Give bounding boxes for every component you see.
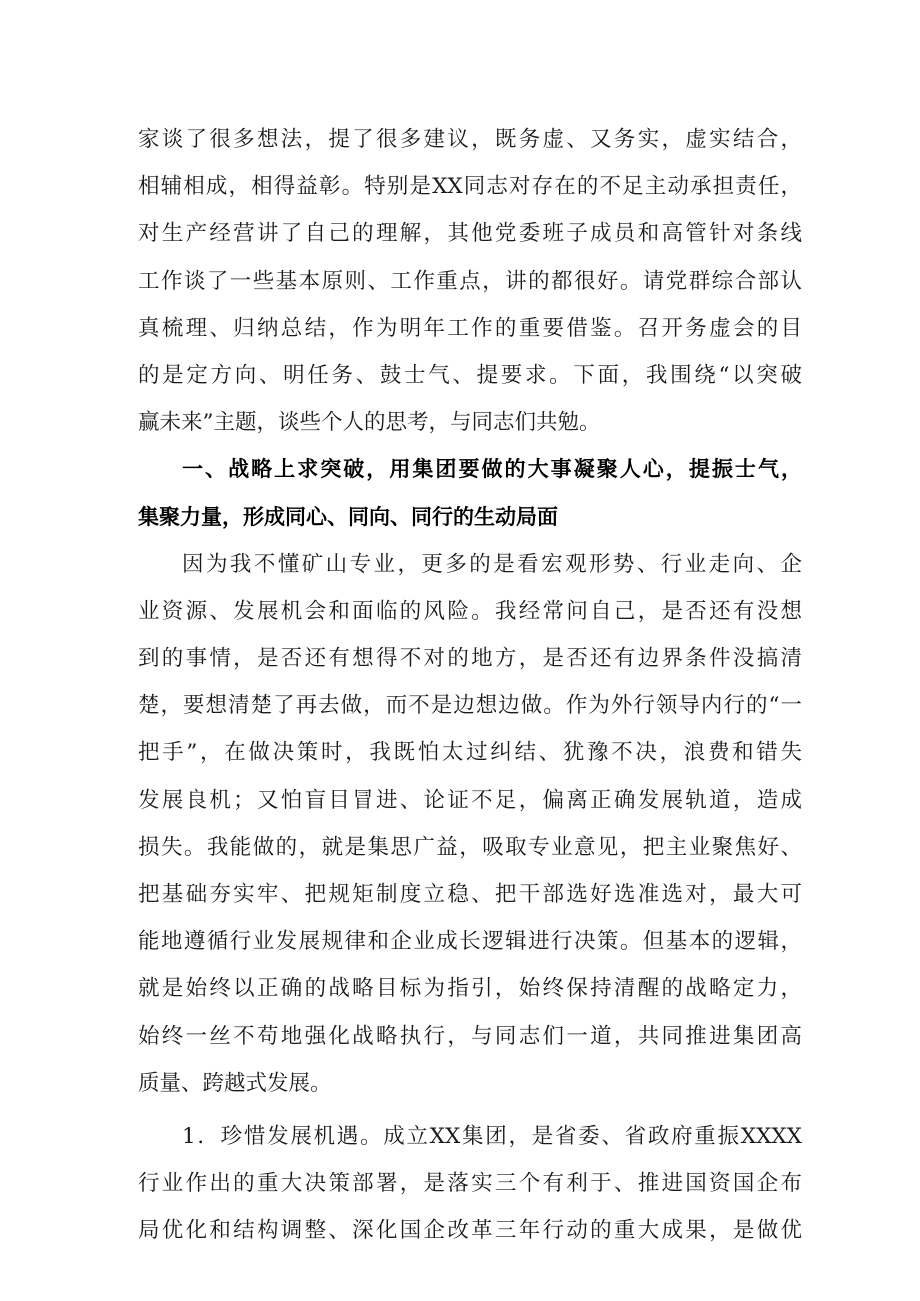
- text-line: 真梳理、归纳总结，作为明年工作的重要借鉴。召开务虚会的目: [138, 315, 802, 341]
- paragraph-intro: [138, 116, 802, 446]
- paragraph-strategy: [138, 541, 802, 1107]
- text-line: 1．珍惜发展机遇。成立XX集团，是省委、省政府重振XXXX: [182, 1123, 802, 1149]
- text-line: 就是始终以正确的战略目标为指引，始终保持清醒的战略定力，: [138, 976, 802, 1002]
- heading-line: 一、战略上求突破，用集团要做的大事凝聚人心，提振士气，: [182, 457, 802, 482]
- heading-line: 集聚力量，形成同心、同向、同行的生动局面: [138, 504, 558, 529]
- paragraph-point-1: [138, 1113, 802, 1255]
- text-line: 质量、跨越式发展。: [138, 1070, 332, 1096]
- text-line: 楚，要想清楚了再去做，而不是边想边做。作为外行领导内行的“一: [138, 693, 802, 719]
- text-line: 的是定方向、明任务、鼓士气、提要求。下面，我围绕“以突破: [138, 362, 802, 388]
- text-line: 到的事情，是否还有想得不对的地方，是否还有边界条件没搞清: [138, 646, 802, 672]
- text-line: 业资源、发展机会和面临的风险。我经常问自己，是否还有没想: [138, 598, 802, 624]
- text-line: 始终一丝不苟地强化战略执行，与同志们一道，共同推进集团高: [138, 1023, 802, 1049]
- text-line: 发展良机；又怕盲目冒进、论证不足，偏离正确发展轨道，造成: [138, 787, 802, 813]
- text-line: 行业作出的重大决策部署，是落实三个有利于、推进国资国企布: [138, 1171, 802, 1197]
- text-line: 相辅相成，相得益彰。特别是XX同志对存在的不足主动承担责任，: [138, 174, 802, 200]
- text-line: 工作谈了一些基本原则、工作重点，讲的都很好。请党群综合部认: [138, 268, 802, 294]
- section-heading-1: [138, 446, 802, 540]
- text-line: 损失。我能做的，就是集思广益，吸取专业意见，把主业聚焦好、: [138, 834, 802, 860]
- text-line: 局优化和结构调整、深化国企改革三年行动的重大成果，是做优: [138, 1218, 802, 1244]
- text-line: 对生产经营讲了自己的理解，其他党委班子成员和高管针对条线: [138, 221, 802, 247]
- text-line: 因为我不懂矿山专业，更多的是看宏观形势、行业走向、企: [182, 551, 802, 577]
- document-body: [138, 116, 802, 1255]
- text-line: 把手”，在做决策时，我既怕太过纠结、犹豫不决，浪费和错失: [138, 740, 802, 766]
- text-line: 赢未来”主题，谈些个人的思考，与同志们共勉。: [138, 410, 601, 436]
- text-line: 能地遵循行业发展规律和企业成长逻辑进行决策。但基本的逻辑，: [138, 929, 802, 955]
- text-line: 把基础夯实牢、把规矩制度立稳、把干部选好选准选对，最大可: [138, 882, 802, 907]
- text-line: 家谈了很多想法，提了很多建议，既务虚、又务实，虚实结合，: [138, 127, 802, 152]
